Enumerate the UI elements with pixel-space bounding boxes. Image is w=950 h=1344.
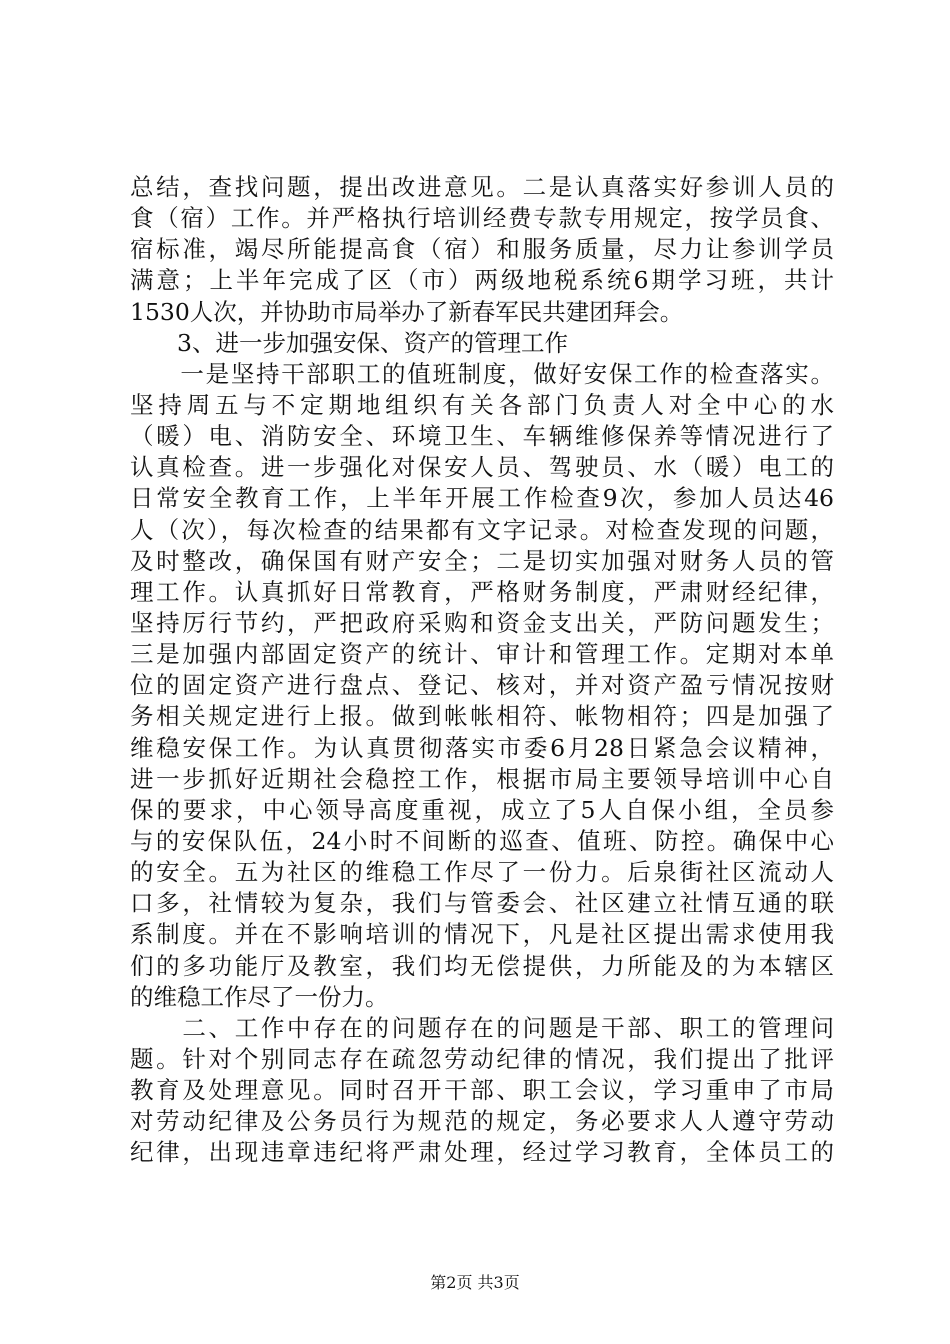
- text-line: 题。针对个别同志存在疏忽劳动纪律的情况，我们提出了批评: [130, 1044, 834, 1073]
- text-line: 的安全。五为社区的维稳工作尽了一份力。后泉街社区流动人: [130, 858, 834, 887]
- text-line: 们的多功能厅及教室，我们均无偿提供，力所能及的为本辖区: [130, 951, 834, 980]
- text-line: 务相关规定进行上报。做到帐帐相符、帐物相符；四是加强了: [130, 702, 834, 731]
- text-line: 日常安全教育工作，上半年开展工作检查9次，参加人员达46: [130, 484, 834, 513]
- text-line: 维稳安保工作。为认真贯彻落实市委6月28日紧急会议精神，: [130, 733, 834, 762]
- text-line: 坚持厉行节约，严把政府采购和资金支出关，严防问题发生；: [130, 608, 834, 637]
- text-line: 二、工作中存在的问题存在的问题是干部、职工的管理问: [130, 1013, 834, 1042]
- text-line: 1530人次，并协助市局举办了新春军民共建团拜会。: [130, 297, 684, 326]
- text-line: （暖）电、消防安全、环境卫生、车辆维修保养等情况进行了: [130, 422, 834, 451]
- text-line: 满意；上半年完成了区（市）两级地税系统6期学习班，共计: [130, 266, 834, 295]
- text-line: 人（次），每次检查的结果都有文字记录。对检查发现的问题，: [130, 515, 834, 544]
- text-line: 宿标准，竭尽所能提高食（宿）和服务质量，尽力让参训学员: [130, 235, 834, 264]
- text-line: 及时整改，确保国有财产安全；二是切实加强对财务人员的管: [130, 546, 834, 575]
- text-line: 一是坚持干部职工的值班制度，做好安保工作的检查落实。: [130, 359, 834, 388]
- text-line: 纪律，出现违章违纪将严肃处理，经过学习教育，全体员工的: [130, 1138, 834, 1167]
- text-line: 三是加强内部固定资产的统计、审计和管理工作。定期对本单: [130, 640, 834, 669]
- text-line: 坚持周五与不定期地组织有关各部门负责人对全中心的水: [130, 390, 834, 419]
- text-line: 保的要求，中心领导高度重视，成立了5人自保小组，全员参: [130, 795, 834, 824]
- text-line: 系制度。并在不影响培训的情况下，凡是社区提出需求使用我: [130, 920, 834, 949]
- text-line: 与的安保队伍，24小时不间断的巡查、值班、防控。确保中心: [130, 826, 834, 855]
- text-line: 对劳动纪律及公务员行为规范的规定，务必要求人人遵守劳动: [130, 1107, 834, 1136]
- text-line: 的维稳工作尽了一份力。: [130, 982, 389, 1011]
- text-line: 理工作。认真抓好日常教育，严格财务制度，严肃财经纪律，: [130, 577, 834, 606]
- text-line: 食（宿）工作。并严格执行培训经费专款专用规定，按学员食、: [130, 204, 834, 233]
- text-line: 3、进一步加强安保、资产的管理工作: [130, 328, 568, 357]
- text-line: 位的固定资产进行盘点、登记、核对，并对资产盈亏情况按财: [130, 671, 834, 700]
- text-line: 进一步抓好近期社会稳控工作，根据市局主要领导培训中心自: [130, 764, 834, 793]
- page-footer: 第2页 共3页: [430, 1273, 520, 1292]
- text-line: 口多，社情较为复杂，我们与管委会、社区建立社情互通的联: [130, 889, 834, 918]
- body-text: [130, 172, 834, 1169]
- text-line: 认真检查。进一步强化对保安人员、驾驶员、水（暖）电工的: [130, 453, 834, 482]
- text-line: 教育及处理意见。同时召开干部、职工会议，学习重申了市局: [130, 1076, 834, 1105]
- text-line: 总结，查找问题，提出改进意见。二是认真落实好参训人员的: [130, 173, 834, 201]
